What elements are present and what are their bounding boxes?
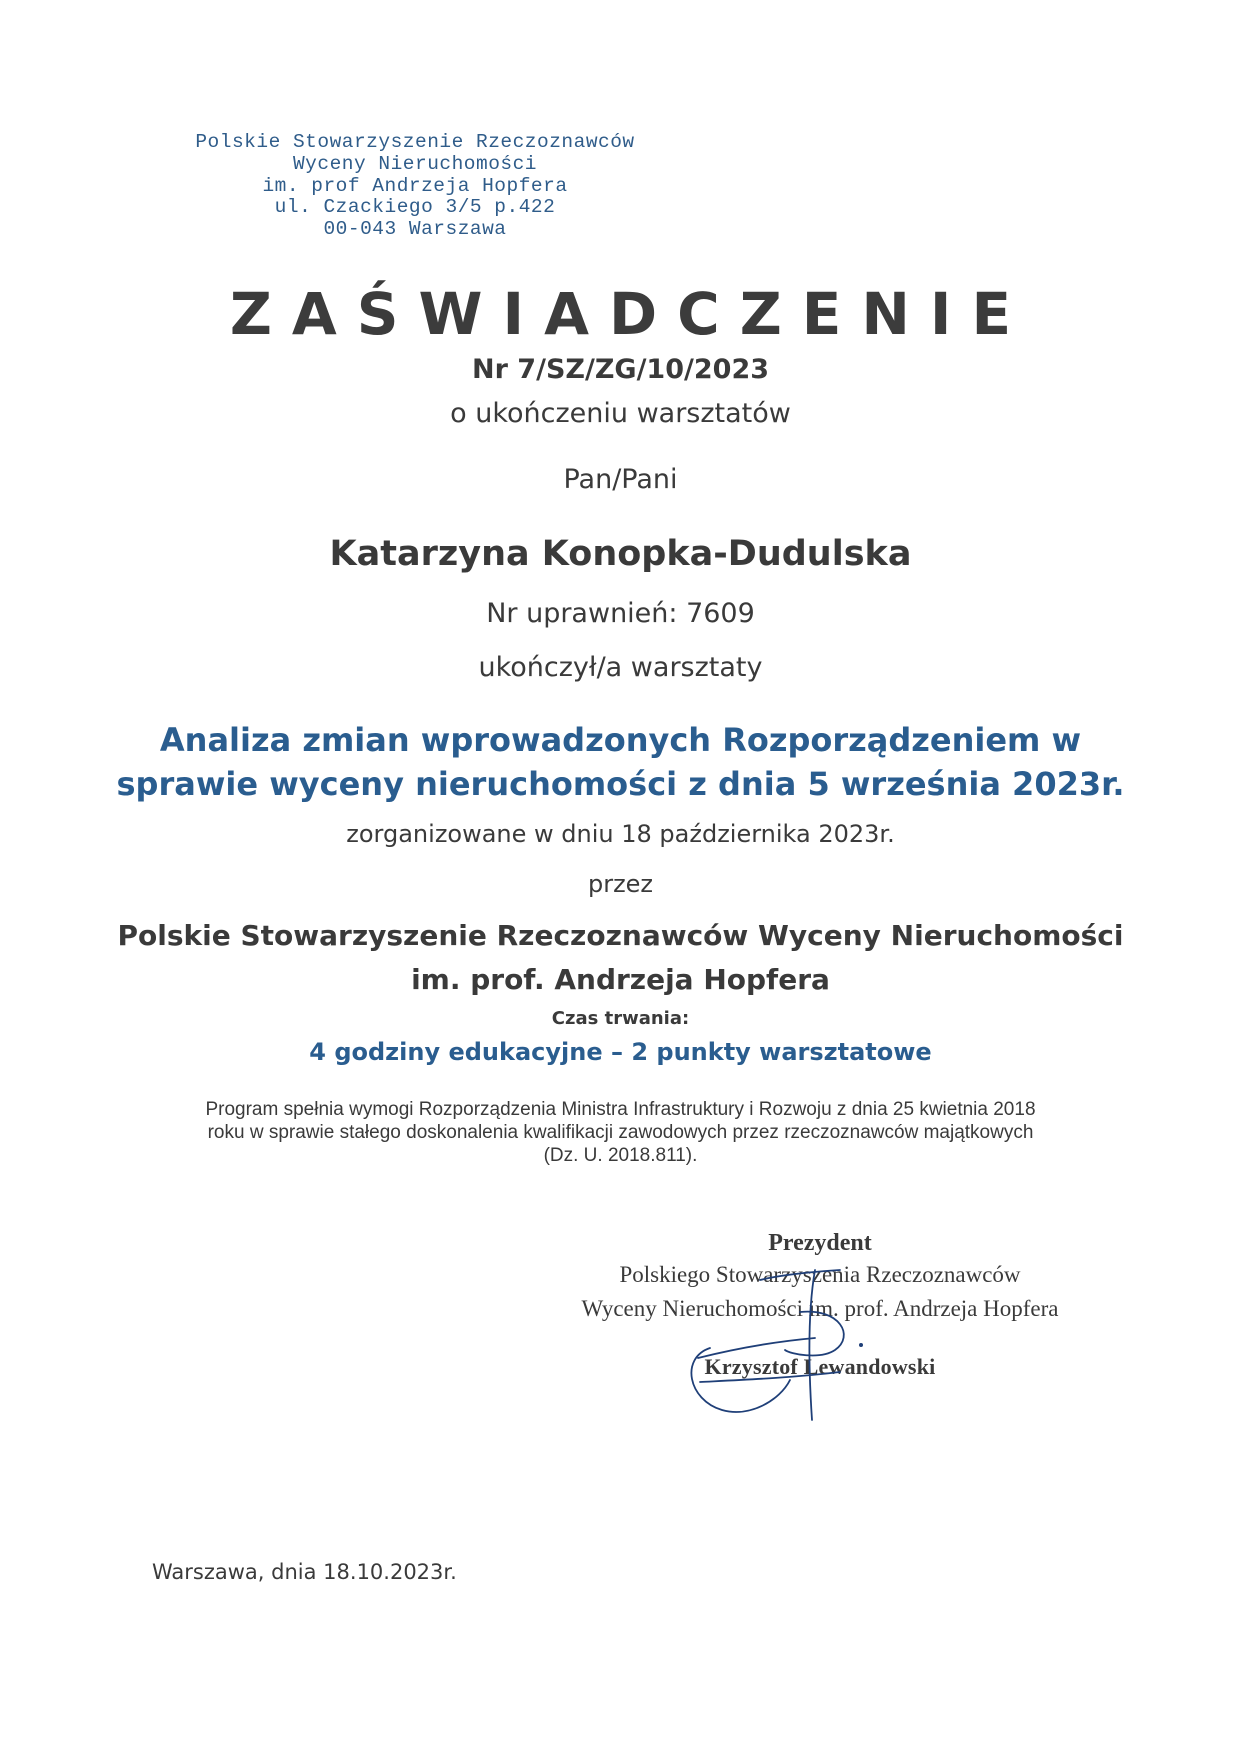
organization-stamp <box>150 132 680 241</box>
organizer <box>0 914 1241 1002</box>
program-line-2: roku w sprawie stałego doskonalenia kwalifikacji zawodowych przez rzeczoznawców majątkowych <box>207 1122 1034 1143</box>
organizer-line-2: im. prof. Andrzeja Hopfera <box>411 963 830 996</box>
workshop-title <box>0 718 1241 806</box>
stamp-line-4: ul. Czackiego 3/5 p.422 <box>274 196 556 219</box>
signatory-name: Krzysztof Lewandowski <box>704 1354 936 1379</box>
signatory-organization-line-1: Polskiego Stowarzyszenia Rzeczoznawców <box>619 1262 1021 1287</box>
stamp-line-2: Wyceny Nieruchomości <box>292 152 538 175</box>
workshop-title-line-2: sprawie wyceny nieruchomości z dnia 5 września 2023r. <box>116 765 1125 803</box>
issue-place-date: Warszawa, dnia 18.10.2023r. <box>152 1560 457 1584</box>
certificate-number: Nr 7/SZ/ZG/10/2023 <box>471 354 770 385</box>
signature-stroke <box>700 1372 840 1382</box>
signatory-organization-line-2: Wyceny Nieruchomości im. prof. Andrzeja Hopfera <box>581 1296 1059 1321</box>
certificate-title: ZAŚWIADCZENIE <box>229 280 1032 348</box>
recipient-name: Katarzyna Konopka-Dudulska <box>329 534 912 574</box>
duration-label: Czas trwania: <box>551 1008 690 1029</box>
stamp-line-3: im. prof Andrzeja Hopfera <box>262 174 568 197</box>
handwritten-signature <box>640 1250 870 1430</box>
signatory-title: Prezydent <box>768 1230 872 1256</box>
completion-statement: ukończył/a warsztaty <box>478 652 763 683</box>
stamp-line-5: 00-043 Warszawa <box>323 218 507 241</box>
program-compliance-note <box>0 1098 1241 1167</box>
program-line-3: (Dz. U. 2018.811). <box>543 1145 698 1166</box>
certificate-subtitle: o ukończeniu warsztatów <box>450 398 791 429</box>
duration-value: 4 godziny edukacyjne – 2 punkty warsztatowe <box>309 1038 932 1066</box>
by-label: przez <box>587 870 654 898</box>
salutation: Pan/Pani <box>563 464 678 495</box>
license-number: Nr uprawnień: 7609 <box>486 598 755 629</box>
signature-stroke <box>809 1270 815 1420</box>
signature-stroke <box>785 1312 844 1356</box>
stamp-line-1: Polskie Stowarzyszenie Rzeczoznawców <box>195 131 635 153</box>
workshop-title-line-1: Analiza zmian wprowadzonych Rozporządzeniem w <box>159 721 1082 759</box>
program-line-1: Program spełnia wymogi Rozporządzenia Ministra Infrastruktury i Rozwoju z dnia 25 kwietnia 2018 <box>205 1099 1036 1120</box>
organizer-line-1: Polskie Stowarzyszenie Rzeczoznawców Wyceny Nieruchomości <box>117 919 1124 952</box>
signature-stroke <box>760 1270 840 1280</box>
signature-dot <box>859 1343 863 1347</box>
organized-date: zorganizowane w dniu 18 października 2023r. <box>346 820 895 848</box>
